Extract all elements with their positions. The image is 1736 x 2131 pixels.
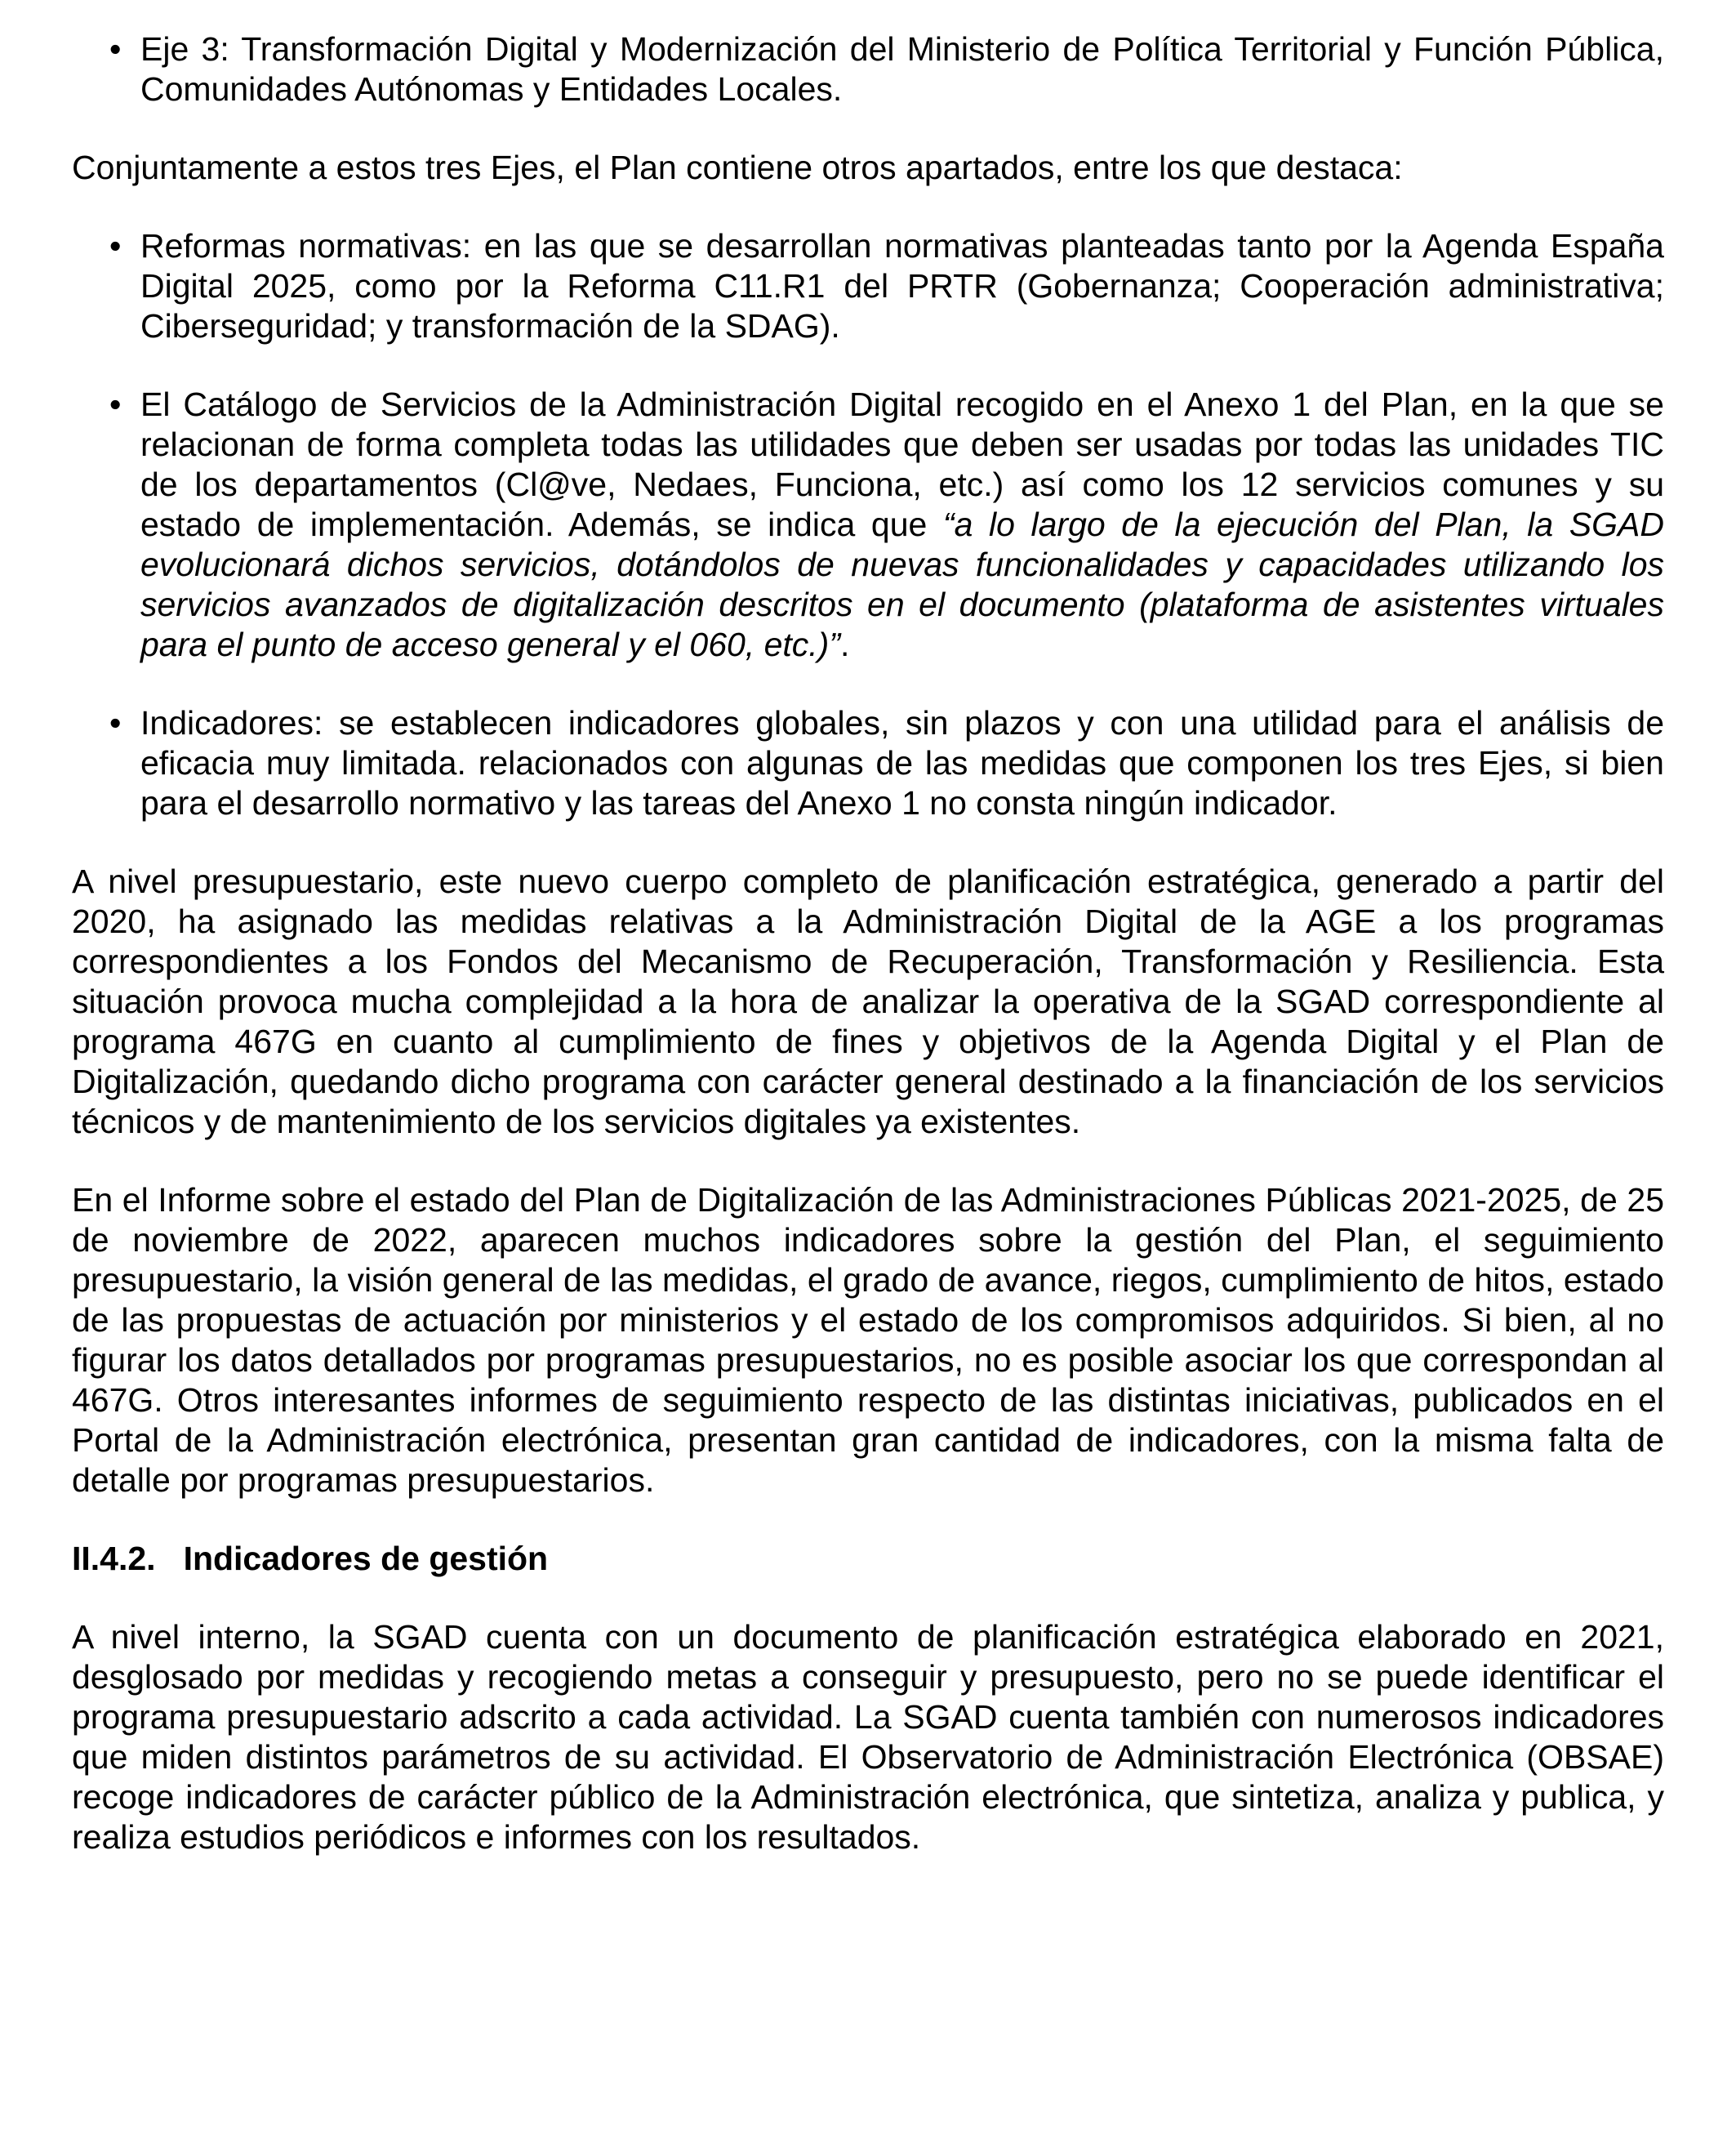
section-heading-number: II.4.2.	[72, 1540, 156, 1577]
list-item-eje3	[72, 29, 1664, 109]
list-item-text-catalogo	[140, 385, 1664, 665]
list-item-reformas	[72, 226, 1664, 346]
list-item-text-reformas: Reformas normativas: en las que se desarrollan normativas planteadas tanto por la Agenda España Digital 2025, como por la Reforma C11.R1 del PRTR (Gobernanza; Cooperación administrativa; Ciberseguridad; y transformación de la SDAG).	[140, 227, 1664, 345]
section-heading	[72, 1539, 1664, 1579]
list-item-text-eje3: Eje 3: Transformación Digital y Modernización del Ministerio de Política Territorial y Función Pública, Comunidades Autónomas y Entidades Locales.	[140, 30, 1664, 108]
paragraph-informe: En el Informe sobre el estado del Plan de Digitalización de las Administraciones Públicas 2021-2025, de 25 de noviembre de 2022, aparecen muchos indicadores sobre la gestión del Plan, el seguimiento presupuestario, la visión general de las medidas, el grado de avance, riegos, cumplimiento de hitos, estado de las propuestas de actuación por ministerios y el estado de los compromisos adquiridos. Si bien, al no figurar los datos detallados por programas presupuestarios, no es posible asociar los que correspondan al 467G. Otros interesantes informes de seguimiento respecto de las distintas iniciativas, publicados en el Portal de la Administración electrónica, presentan gran cantidad de indicadores, con la misma falta de detalle por programas presupuestarios.	[72, 1181, 1664, 1499]
list-item-catalogo	[72, 385, 1664, 665]
bullet-icon: •	[109, 227, 122, 265]
paragraph-presupuestario: A nivel presupuestario, este nuevo cuerpo completo de planificación estratégica, generado a partir del 2020, ha asignado las medidas relativas a la Administración Digital de la AGE a los programas correspondientes a los Fondos del Mecanismo de Recuperación, Transformación y Resiliencia. Esta situación provoca mucha complejidad a la hora de analizar la operativa de la SGAD correspondiente al programa 467G en cuanto al cumplimiento de fines y objetivos de la Agenda Digital y el Plan de Digitalización, quedando dicho programa con carácter general destinado a la financiación de los servicios técnicos y de mantenimiento de los servicios digitales ya existentes.	[72, 863, 1664, 1140]
list-item-indicadores	[72, 703, 1664, 823]
bullet-icon: •	[109, 386, 122, 423]
bullet-icon: •	[109, 704, 122, 742]
paragraph-conjuntamente: Conjuntamente a estos tres Ejes, el Plan contiene otros apartados, entre los que destaca:	[72, 149, 1403, 186]
list-item-text-indicadores: Indicadores: se establecen indicadores globales, sin plazos y con una utilidad para el análisis de eficacia muy limitada. relacionados con algunas de las medidas que componen los tres Ejes, si bien para el desarrollo normativo y las tareas del Anexo 1 no consta ningún indicador.	[140, 704, 1664, 822]
catalogo-end-segment: .	[839, 626, 850, 663]
catalogo-quoted-italic-text: “a lo largo de la ejecución del Plan, la SGAD evolucionará dichos servicios, dotándolos de nuevas funcionalidades y capacidades utilizando los servicios avanzados de digitalización descritos en el documento (plataforma de asistentes virtuales para el punto de acceso general y el 060, etc.)”	[140, 506, 1665, 663]
section-heading-title: Indicadores de gestión	[183, 1540, 549, 1577]
bullet-icon: •	[109, 30, 122, 68]
catalogo-text-segment: El Catálogo de Servicios de la Administración Digital recogido en el Anexo 1 del Plan, en la que se relacionan de forma completa todas las utilidades que deben ser usadas por todas las unidades TIC de los departamentos (Cl@ve, Nedaes, Funciona, etc.) así como los 12 servicios comunes y su estado de implementación. Además, se indica que	[140, 386, 1664, 543]
paragraph-interno: A nivel interno, la SGAD cuenta con un documento de planificación estratégica elaborado en 2021, desglosado por medidas y recogiendo metas a conseguir y presupuesto, pero no se puede identificar el programa presupuestario adscrito a cada actividad. La SGAD cuenta también con numerosos indicadores que miden distintos parámetros de su actividad. El Observatorio de Administración Electrónica (OBSAE) recoge indicadores de carácter público de la Administración electrónica, que sintetiza, analiza y publica, y realiza estudios periódicos e informes con los resultados.	[72, 1618, 1664, 1856]
